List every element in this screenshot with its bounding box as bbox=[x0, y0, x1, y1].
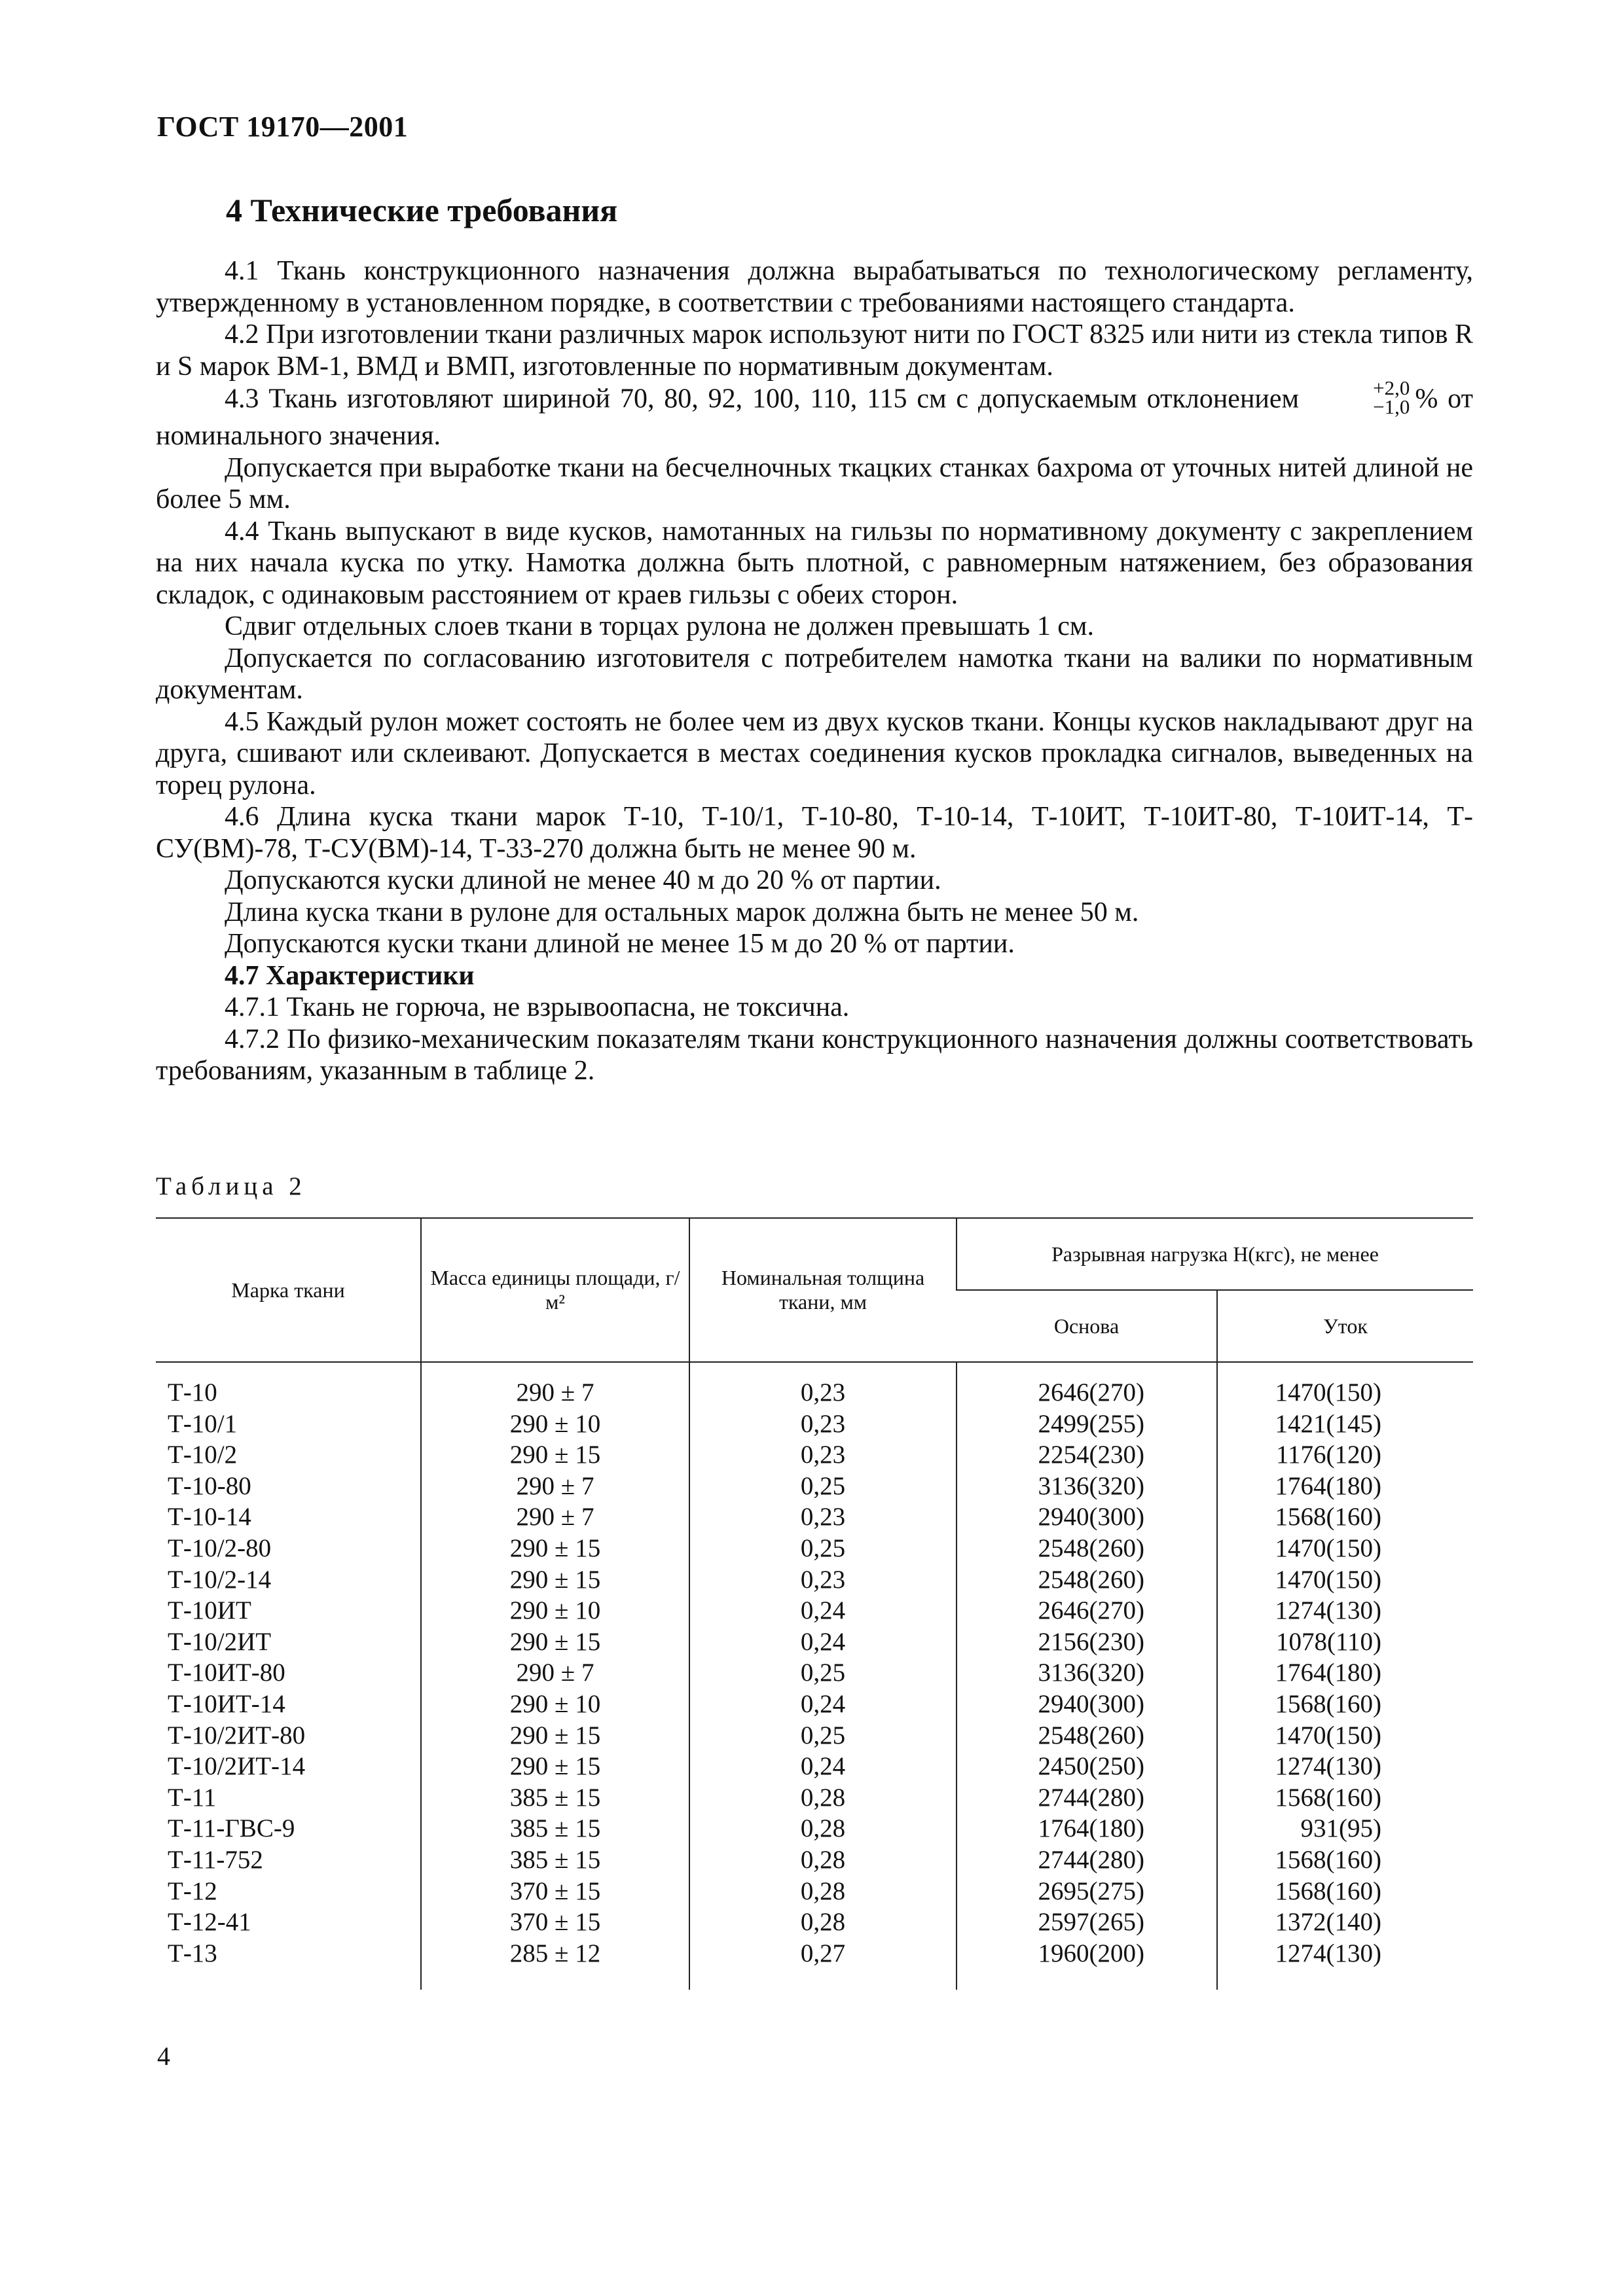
tolerance-plus: +2,0 bbox=[1373, 376, 1410, 399]
cell-warp: 2548(260) bbox=[957, 1564, 1217, 1596]
cell-weft: 1568(160) bbox=[1217, 1782, 1473, 1814]
cell-weft: 1764(180) bbox=[1217, 1471, 1473, 1502]
header-warp: Основа bbox=[957, 1290, 1217, 1362]
cell-mass: 385 ± 15 bbox=[421, 1813, 689, 1844]
clause-4-7-1: 4.7.1 Ткань не горюча, не взрывоопасна, не токсична. bbox=[225, 992, 850, 1022]
table-row bbox=[156, 1626, 1473, 1658]
cell-thickness: 0,23 bbox=[689, 1564, 957, 1596]
table-row bbox=[156, 1439, 1473, 1471]
header-mark: Марка ткани bbox=[156, 1218, 421, 1362]
clause-4-2: 4.2 При изготовлении ткани различных марок используют нити по ГОСТ 8325 или нити из стекла типов R и S марок ВМ-1, ВМД и ВМП, изготовленные по нормативным документам. bbox=[156, 319, 1473, 382]
cell-mass: 290 ± 15 bbox=[421, 1751, 689, 1782]
cell-warp: 2744(280) bbox=[957, 1782, 1217, 1814]
cell-thickness: 0,25 bbox=[689, 1657, 957, 1689]
cell-weft: 1568(160) bbox=[1217, 1689, 1473, 1720]
tolerance-stack bbox=[1304, 378, 1410, 416]
cell-mark: Т-10ИТ-14 bbox=[168, 1689, 285, 1718]
table-caption: Таблица 2 bbox=[156, 1172, 306, 1200]
cell-warp: 2940(300) bbox=[957, 1689, 1217, 1720]
cell-mark: Т-12 bbox=[168, 1876, 217, 1905]
cell-weft: 1568(160) bbox=[1217, 1844, 1473, 1876]
cell-weft: 1568(160) bbox=[1217, 1876, 1473, 1907]
cell-thickness: 0,23 bbox=[689, 1362, 957, 1408]
cell-thickness: 0,23 bbox=[689, 1501, 957, 1533]
cell-mass: 290 ± 15 bbox=[421, 1564, 689, 1596]
cell-mark: Т-11 bbox=[168, 1783, 217, 1812]
cell-weft: 1274(130) bbox=[1217, 1595, 1473, 1626]
cell-thickness: 0,28 bbox=[689, 1876, 957, 1907]
table-body bbox=[156, 1362, 1473, 1990]
cell-mark: Т-10/2ИТ-80 bbox=[168, 1721, 306, 1749]
cell-mark: Т-10/2ИТ-14 bbox=[168, 1752, 306, 1781]
table-row bbox=[156, 1471, 1473, 1502]
table-row bbox=[156, 1876, 1473, 1907]
cell-thickness: 0,23 bbox=[689, 1439, 957, 1471]
header-mass: Масса единицы площади, г/м² bbox=[421, 1218, 689, 1362]
clause-4-7-2: 4.7.2 По физико-механическим показателям ткани конструкционного назначения должны соответствовать требованиям, указанным в таблице 2. bbox=[156, 1024, 1473, 1086]
cell-thickness: 0,25 bbox=[689, 1533, 957, 1564]
cell-warp: 1960(200) bbox=[957, 1938, 1217, 1990]
cell-thickness: 0,24 bbox=[689, 1626, 957, 1658]
cell-mark: Т-10/2-80 bbox=[168, 1534, 272, 1562]
cell-warp: 2254(230) bbox=[957, 1439, 1217, 1471]
header-breaking-load: Разрывная нагрузка Н(кгс), не менее bbox=[957, 1218, 1473, 1290]
cell-thickness: 0,27 bbox=[689, 1938, 957, 1990]
cell-mark: Т-10/2ИТ bbox=[168, 1627, 272, 1656]
cell-mark: Т-10-80 bbox=[168, 1471, 251, 1500]
table-row bbox=[156, 1657, 1473, 1689]
table-row bbox=[156, 1782, 1473, 1814]
cell-thickness: 0,28 bbox=[689, 1782, 957, 1814]
cell-warp: 2646(270) bbox=[957, 1362, 1217, 1408]
cell-warp: 2940(300) bbox=[957, 1501, 1217, 1533]
clause-4-4-note: Допускается по согласованию изготовителя с потребителем намотка ткани на валики по нормативным документам. bbox=[156, 643, 1473, 705]
table-row bbox=[156, 1595, 1473, 1626]
tolerance-minus: −1,0 bbox=[1373, 395, 1410, 418]
cell-thickness: 0,28 bbox=[689, 1907, 957, 1938]
clause-4-6-note-b: Длина куска ткани в рулоне для остальных марок должна быть не менее 50 м. bbox=[225, 897, 1139, 927]
header-thickness: Номинальная толщина ткани, мм bbox=[689, 1218, 957, 1362]
clause-4-3-tail: % от номинального значения. bbox=[156, 384, 1473, 451]
cell-weft: 1470(150) bbox=[1217, 1720, 1473, 1751]
table-row bbox=[156, 1362, 1473, 1408]
cell-warp: 2499(255) bbox=[957, 1408, 1217, 1440]
cell-warp: 2548(260) bbox=[957, 1720, 1217, 1751]
cell-mark: Т-13 bbox=[168, 1939, 217, 1967]
standard-code-header: ГОСТ 19170—2001 bbox=[157, 111, 409, 143]
clause-4-1: 4.1 Ткань конструкционного назначения должна вырабатываться по технологическому регламенту, утвержденному в установленном порядке, в соответствии с требованиями настоящего стандарта. bbox=[156, 256, 1473, 318]
clause-4-4: 4.4 Ткань выпускают в виде кусков, намотанных на гильзы по нормативному документу с закреплением на них начала куска по утку. Намотка должна быть плотной, с равномерным натяжением, без образования складок, с одинаковым расстоянием от краев гильзы с обеих сторон. bbox=[156, 516, 1473, 610]
table-row bbox=[156, 1689, 1473, 1720]
cell-weft: 1470(150) bbox=[1217, 1362, 1473, 1408]
cell-weft: 1421(145) bbox=[1217, 1408, 1473, 1440]
table-row bbox=[156, 1720, 1473, 1751]
cell-mass: 290 ± 15 bbox=[421, 1720, 689, 1751]
cell-mark: Т-10 bbox=[168, 1378, 217, 1407]
cell-mark: Т-10/2 bbox=[168, 1441, 238, 1469]
cell-thickness: 0,28 bbox=[689, 1844, 957, 1876]
table-row bbox=[156, 1813, 1473, 1844]
table-row bbox=[156, 1751, 1473, 1782]
cell-mark: Т-11-ГВС-9 bbox=[168, 1814, 295, 1843]
cell-mark: Т-10/1 bbox=[168, 1409, 238, 1438]
clause-4-6-note-a: Допускаются куски длиной не менее 40 м до 20 % от партии. bbox=[225, 865, 941, 895]
cell-warp: 2450(250) bbox=[957, 1751, 1217, 1782]
cell-weft: 1078(110) bbox=[1217, 1626, 1473, 1658]
cell-thickness: 0,23 bbox=[689, 1408, 957, 1440]
section-body bbox=[156, 255, 1473, 1087]
cell-mass: 370 ± 15 bbox=[421, 1907, 689, 1938]
clause-4-3 bbox=[156, 376, 1473, 452]
cell-warp: 2744(280) bbox=[957, 1844, 1217, 1876]
cell-mass: 290 ± 15 bbox=[421, 1626, 689, 1658]
cell-mark: Т-12-41 bbox=[168, 1908, 251, 1937]
fabric-characteristics-table bbox=[156, 1217, 1473, 1990]
cell-mass: 285 ± 12 bbox=[421, 1938, 689, 1990]
header-weft: Уток bbox=[1217, 1290, 1473, 1362]
cell-mass: 290 ± 10 bbox=[421, 1595, 689, 1626]
cell-weft: 1176(120) bbox=[1217, 1439, 1473, 1471]
cell-warp: 2548(260) bbox=[957, 1533, 1217, 1564]
cell-mark: Т-10ИТ bbox=[168, 1596, 251, 1625]
clause-4-4-shift: Сдвиг отдельных слоев ткани в торцах рулона не должен превышать 1 см. bbox=[225, 611, 1094, 641]
clause-4-3-text: 4.3 Ткань изготовляют шириной 70, 80, 92, 100, 110, 115 см с допускаемым отклонением bbox=[225, 384, 1300, 414]
cell-thickness: 0,24 bbox=[689, 1751, 957, 1782]
cell-warp: 2597(265) bbox=[957, 1907, 1217, 1938]
cell-mark: Т-11-752 bbox=[168, 1845, 263, 1874]
cell-warp: 2156(230) bbox=[957, 1626, 1217, 1658]
clause-4-3-note: Допускается при выработке ткани на бесчелночных ткацких станках бахрома от уточных нитей длиной не более 5 мм. bbox=[156, 452, 1473, 514]
table-row bbox=[156, 1938, 1473, 1990]
clause-4-5: 4.5 Каждый рулон может состоять не более чем из двух кусков ткани. Концы кусков накладывают друг на друга, сшивают или склеивают. Допускается в местах соединения кусков прокладка сигналов, выведенных на торец рулона. bbox=[156, 706, 1473, 800]
cell-weft: 1274(130) bbox=[1217, 1751, 1473, 1782]
cell-weft: 1470(150) bbox=[1217, 1564, 1473, 1596]
cell-mass: 290 ± 15 bbox=[421, 1439, 689, 1471]
table-row bbox=[156, 1408, 1473, 1440]
cell-mass: 290 ± 7 bbox=[421, 1362, 689, 1408]
table-row bbox=[156, 1844, 1473, 1876]
cell-weft: 1470(150) bbox=[1217, 1533, 1473, 1564]
cell-warp: 2646(270) bbox=[957, 1595, 1217, 1626]
cell-weft: 1274(130) bbox=[1217, 1938, 1473, 1990]
cell-warp: 1764(180) bbox=[957, 1813, 1217, 1844]
cell-mass: 385 ± 15 bbox=[421, 1844, 689, 1876]
cell-weft: 1372(140) bbox=[1217, 1907, 1473, 1938]
table-row bbox=[156, 1564, 1473, 1596]
cell-weft: 931(95) bbox=[1217, 1813, 1473, 1844]
cell-thickness: 0,24 bbox=[689, 1689, 957, 1720]
table-row bbox=[156, 1501, 1473, 1533]
cell-mass: 290 ± 7 bbox=[421, 1501, 689, 1533]
cell-mass: 290 ± 10 bbox=[421, 1689, 689, 1720]
cell-mass: 290 ± 15 bbox=[421, 1533, 689, 1564]
cell-mass: 290 ± 10 bbox=[421, 1408, 689, 1440]
cell-thickness: 0,28 bbox=[689, 1813, 957, 1844]
cell-mass: 385 ± 15 bbox=[421, 1782, 689, 1814]
cell-thickness: 0,24 bbox=[689, 1595, 957, 1626]
cell-weft: 1764(180) bbox=[1217, 1657, 1473, 1689]
cell-weft: 1568(160) bbox=[1217, 1501, 1473, 1533]
cell-mass: 370 ± 15 bbox=[421, 1876, 689, 1907]
cell-warp: 3136(320) bbox=[957, 1657, 1217, 1689]
page-number: 4 bbox=[157, 2041, 170, 2071]
cell-warp: 2695(275) bbox=[957, 1876, 1217, 1907]
clause-4-6: 4.6 Длина куска ткани марок Т-10, Т-10/1, Т-10-80, Т-10-14, Т-10ИТ, Т-10ИТ-80, Т-10ИТ-14, Т-СУ(ВМ)-78, Т-СУ(ВМ)-14, Т-33-270 должна быть не менее 90 м. bbox=[156, 802, 1473, 864]
cell-warp: 3136(320) bbox=[957, 1471, 1217, 1502]
cell-thickness: 0,25 bbox=[689, 1471, 957, 1502]
cell-mark: Т-10-14 bbox=[168, 1503, 251, 1532]
clause-4-6-note-c: Допускаются куски ткани длиной не менее 15 м до 20 % от партии. bbox=[225, 929, 1015, 959]
cell-thickness: 0,25 bbox=[689, 1720, 957, 1751]
cell-mass: 290 ± 7 bbox=[421, 1471, 689, 1502]
cell-mark: Т-10ИТ-80 bbox=[168, 1659, 285, 1687]
cell-mass: 290 ± 7 bbox=[421, 1657, 689, 1689]
table-row bbox=[156, 1907, 1473, 1938]
cell-mark: Т-10/2-14 bbox=[168, 1565, 272, 1594]
table-row bbox=[156, 1533, 1473, 1564]
section-title: 4 Технические требования bbox=[226, 192, 618, 228]
clause-4-7-title: 4.7 Характеристики bbox=[225, 960, 475, 991]
